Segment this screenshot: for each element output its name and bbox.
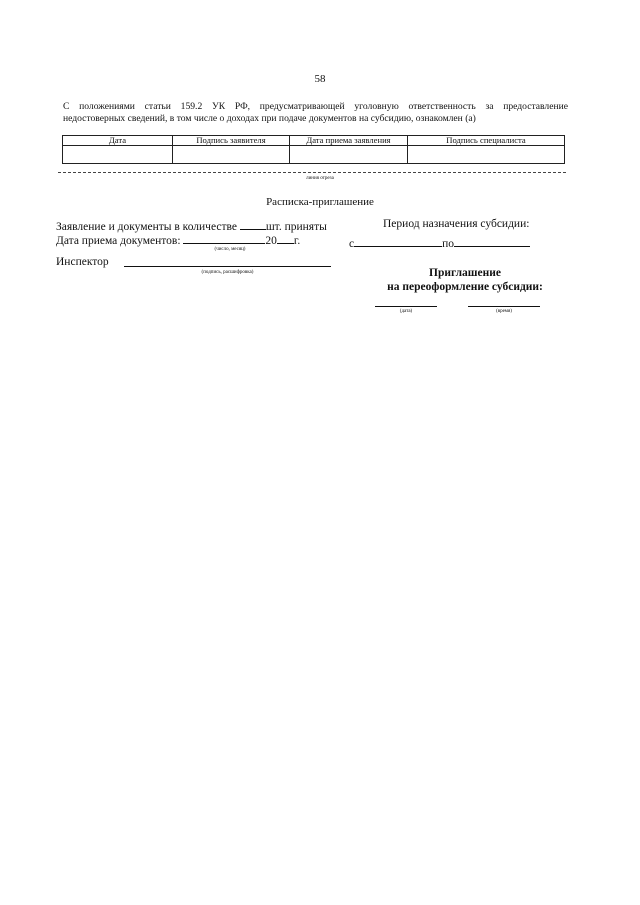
date-caption: (число, месяц) (214, 247, 246, 252)
notice-line-1: С положениями статьи 159.2 УК РФ, предусматривающей уголовную ответственность за предоставление (63, 101, 568, 112)
year-field[interactable] (277, 232, 294, 244)
invitation-title: Приглашение (429, 267, 501, 279)
cell-date[interactable] (63, 146, 173, 164)
invitation-subtitle: на переоформление субсидии: (387, 281, 543, 293)
receipt-title: Расписка-приглашение (266, 196, 374, 208)
cell-specialist-signature[interactable] (408, 146, 565, 164)
documents-count-field[interactable] (240, 218, 266, 230)
page-number: 58 (314, 73, 326, 85)
inspector-signature-field[interactable] (124, 266, 331, 267)
inspector-caption: (подпись, расшифровка) (201, 270, 254, 275)
acceptance-date-field[interactable] (183, 232, 265, 244)
invitation-time-field[interactable] (468, 306, 540, 307)
inspector-label: Инспектор (56, 256, 109, 268)
notice-line-2: недостоверных сведений, в том числе о доходах при подаче документов на субсидию, ознакомлен (а) (63, 113, 476, 124)
cell-application-date[interactable] (290, 146, 408, 164)
documents-accepted-label: шт. приняты (265, 221, 327, 233)
cell-applicant-signature[interactable] (173, 146, 290, 164)
col-application-date: Дата приема заявления (290, 136, 408, 146)
col-applicant-signature: Подпись заявителя (173, 136, 290, 146)
subsidy-period-label: Период назначения субсидии: (383, 218, 530, 230)
acceptance-date-row (56, 232, 300, 247)
col-date: Дата (63, 136, 173, 146)
year-prefix: 20 (265, 235, 277, 247)
documents-count-label: Заявление и документы в количестве (56, 221, 237, 233)
period-to-field[interactable] (454, 235, 530, 247)
col-specialist-signature: Подпись специалиста (408, 136, 565, 146)
invitation-time-caption: (время) (496, 309, 512, 314)
period-to-label: по (442, 238, 455, 250)
acceptance-date-label: Дата приема документов: (56, 235, 181, 247)
period-from-field[interactable] (354, 235, 442, 247)
signature-table (62, 135, 565, 164)
period-from-label: с (349, 238, 355, 250)
documents-count-row (56, 218, 327, 233)
cut-line (58, 172, 566, 173)
criminal-liability-notice (63, 101, 568, 125)
invitation-date-field[interactable] (375, 306, 437, 307)
subsidy-period-row (349, 235, 530, 250)
year-suffix: г. (293, 235, 301, 247)
invitation-date-caption: (дата) (399, 309, 413, 314)
cut-line-label: линия отреза (306, 176, 334, 181)
